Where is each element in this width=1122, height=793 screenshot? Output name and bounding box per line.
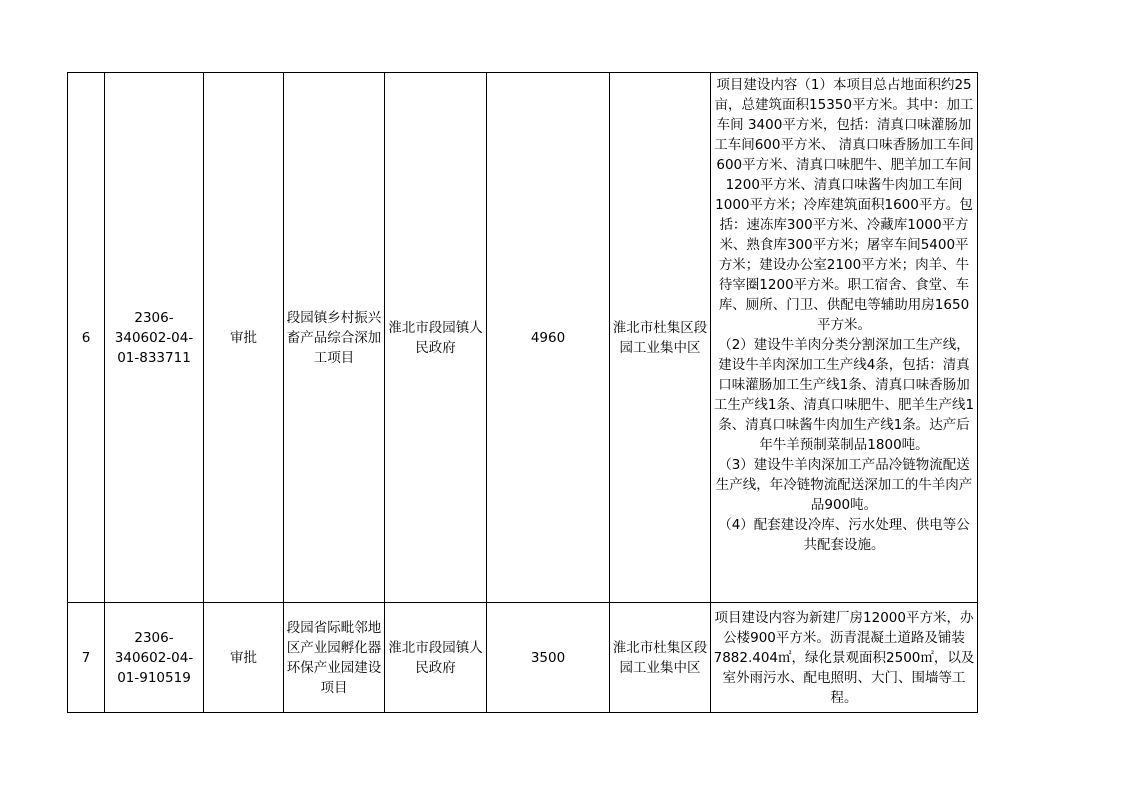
row-number: 7 [68, 603, 105, 713]
project-code: 2306-340602-04-01-910519 [105, 603, 204, 713]
project-location: 淮北市杜集区段园工业集中区 [610, 603, 711, 713]
description-paragraph: （4）配套建设冷库、污水处理、供电等公共配套设施。 [718, 516, 970, 553]
approval-type: 审批 [204, 603, 284, 713]
project-description [711, 603, 978, 713]
project-name: 段园镇乡村振兴畜产品综合深加工项目 [284, 73, 385, 603]
description-paragraph: 项目建设内容（1）本项目总占地面积约25亩，总建筑面积15350平方米。其中：加工车间 3400平方米，包括：清真口味灌肠加工车间600平方米、 清真口味香肠加工车间600平方米、清真口味肥牛、肥羊加工车间1200平方米、清真口味酱牛肉加工车间1000平方米；冷库建筑面积1600平方。包括：速冻库300平方米、冷藏库1000平方米、熟食库300平方米；屠宰车间5400平方米；建设办公室2100平方米；肉羊、牛待宰圈1200平方米。职工宿舍、食堂、车库、厕所、门卫、供配电等辅助用房1650平方米。 [714, 76, 974, 333]
investment-amount: 3500 [487, 603, 610, 713]
project-code: 2306-340602-04-01-833711 [105, 73, 204, 603]
project-owner: 淮北市段园镇人民政府 [385, 603, 487, 713]
project-table [67, 72, 978, 713]
investment-amount: 4960 [487, 73, 610, 603]
project-owner: 淮北市段园镇人民政府 [385, 73, 487, 603]
project-description [711, 73, 978, 603]
table-row [68, 603, 978, 713]
project-name: 段园省际毗邻地区产业园孵化器环保产业园建设项目 [284, 603, 385, 713]
approval-type: 审批 [204, 73, 284, 603]
row-number: 6 [68, 73, 105, 603]
table-row [68, 73, 978, 603]
project-location: 淮北市杜集区段园工业集中区 [610, 73, 711, 603]
description-paragraph: （2）建设牛羊肉分类分割深加工生产线，建设牛羊肉深加工生产线4条，包括：清真口味灌肠加工生产线1条、清真口味香肠加工生产线1条、清真口味肥牛、肥羊生产线1条、清真口味酱牛肉加生产线1条。达产后年牛羊预制菜制品1800吨。 [713, 336, 975, 453]
description-paragraph: （3）建设牛羊肉深加工产品冷链物流配送生产线，年冷链物流配送深加工的牛羊肉产品900吨。 [715, 456, 973, 513]
description-paragraph: 项目建设内容为新建厂房12000平方米，办公楼900平方米。沥青混凝土道路及铺装7882.404㎡，绿化景观面积2500㎡，以及室外雨污水、配电照明、大门、围墙等工程。 [713, 609, 975, 706]
